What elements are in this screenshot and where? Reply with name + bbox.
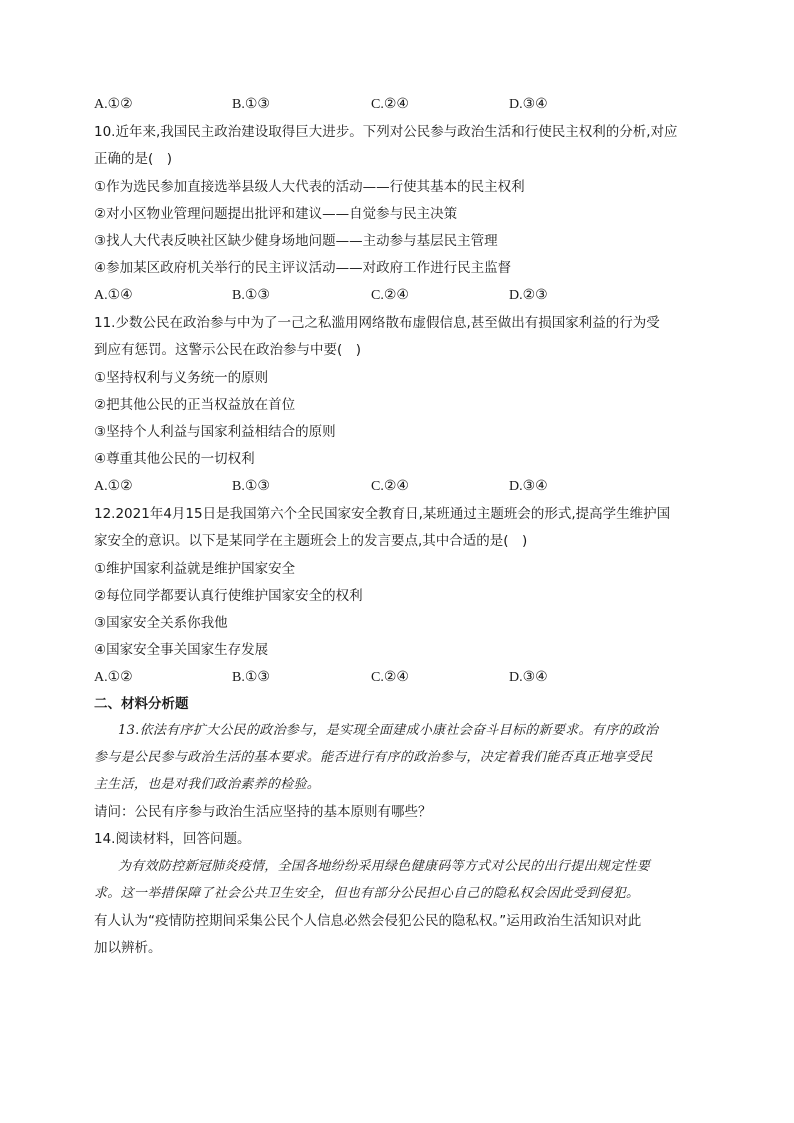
q10-item-3: ③找人大代表反映社区缺少健身场地问题——主动参与基层民主管理: [94, 233, 498, 249]
q13-material-line-1: 13.依法有序扩大公民的政治参与，是实现全面建成小康社会奋斗目标的新要求。有序的政治: [118, 723, 659, 738]
option-d[interactable]: D.③④: [509, 97, 548, 112]
q12-options: [94, 668, 714, 688]
option-c[interactable]: C.②④: [371, 479, 409, 494]
q14-question-line-1: 有人认为“疫情防控期间采集公民个人信息必然会侵犯公民的隐私权。”运用政治生活知识对此: [94, 913, 642, 929]
q12-item-3: ③国家安全关系你我他: [94, 615, 228, 631]
q11-stem-line-2: 到应有惩罚。这警示公民在政治参与中要( ): [94, 342, 362, 358]
q14-material-line-1: 为有效防控新冠肺炎疫情，全国各地纷纷采用绿色健康码等方式对公民的出行提出规定性要: [118, 859, 651, 874]
q14-question-line-2: 加以辨析。: [94, 940, 162, 956]
q11-stem-line-1: 11.少数公民在政治参与中为了一己之私滥用网络散布虚假信息,甚至做出有损国家利益的行为受: [94, 315, 660, 331]
q12-stem-line-2: 家安全的意识。以下是某同学在主题班会上的发言要点,其中合适的是( ): [94, 533, 528, 549]
option-a[interactable]: A.①②: [94, 670, 133, 685]
q13-material-line-3: 主生活，也是对我们政治素养的检验。: [94, 777, 321, 792]
q12-item-2: ②每位同学都要认真行使维护国家安全的权利: [94, 588, 363, 604]
section-heading: 二、材料分析题: [94, 696, 189, 712]
q14-material-line-2: 求。这一举措保障了社会公共卫生安全，但也有部分公民担心自己的隐私权会因此受到侵犯。: [94, 886, 640, 901]
q11-item-2: ②把其他公民的正当权益放在首位: [94, 397, 296, 413]
q13-question: 请问：公民有序参与政治生活应坚持的基本原则有哪些？: [94, 804, 432, 820]
option-c[interactable]: C.②④: [371, 288, 409, 303]
q10-item-2: ②对小区物业管理问题提出批评和建议——自觉参与民主决策: [94, 206, 458, 222]
q10-stem-line-1: 10.近年来,我国民主政治建设取得巨大进步。下列对公民参与政治生活和行使民主权利的分析,对应: [94, 124, 678, 140]
q10-options: [94, 286, 714, 306]
option-d[interactable]: D.②③: [509, 288, 548, 303]
option-a[interactable]: A.①④: [94, 288, 133, 303]
q10-stem-line-2: 正确的是( ): [94, 151, 173, 167]
q11-item-4: ④尊重其他公民的一切权利: [94, 451, 255, 467]
q12-item-1: ①维护国家利益就是维护国家安全: [94, 561, 296, 577]
q10-item-4: ④参加某区政府机关举行的民主评议活动——对政府工作进行民主监督: [94, 260, 512, 276]
option-b[interactable]: B.①③: [232, 97, 270, 112]
q11-options: [94, 477, 714, 497]
option-c[interactable]: C.②④: [371, 670, 409, 685]
option-d[interactable]: D.③④: [509, 670, 548, 685]
option-d[interactable]: D.③④: [509, 479, 548, 494]
q12-item-4: ④国家安全事关国家生存发展: [94, 642, 269, 658]
q13-material-line-2: 参与是公民参与政治生活的基本要求。能否进行有序的政治参与，决定着我们能否真正地享受民: [94, 750, 653, 765]
option-a[interactable]: A.①②: [94, 97, 133, 112]
q11-item-1: ①坚持权利与义务统一的原则: [94, 370, 269, 386]
option-c[interactable]: C.②④: [371, 97, 409, 112]
q9-options: [94, 95, 714, 115]
q10-item-1: ①作为选民参加直接选举县级人大代表的活动——行使其基本的民主权利: [94, 179, 525, 195]
option-b[interactable]: B.①③: [232, 479, 270, 494]
q14-title: 14.阅读材料，回答问题。: [94, 831, 251, 847]
q12-stem-line-1: 12.2021年4月15日是我国第六个全民国家安全教育日,某班通过主题班会的形式,提高学生维护国: [94, 506, 671, 522]
option-b[interactable]: B.①③: [232, 670, 270, 685]
q11-item-3: ③坚持个人利益与国家利益相结合的原则: [94, 424, 336, 440]
option-b[interactable]: B.①③: [232, 288, 270, 303]
option-a[interactable]: A.①②: [94, 479, 133, 494]
